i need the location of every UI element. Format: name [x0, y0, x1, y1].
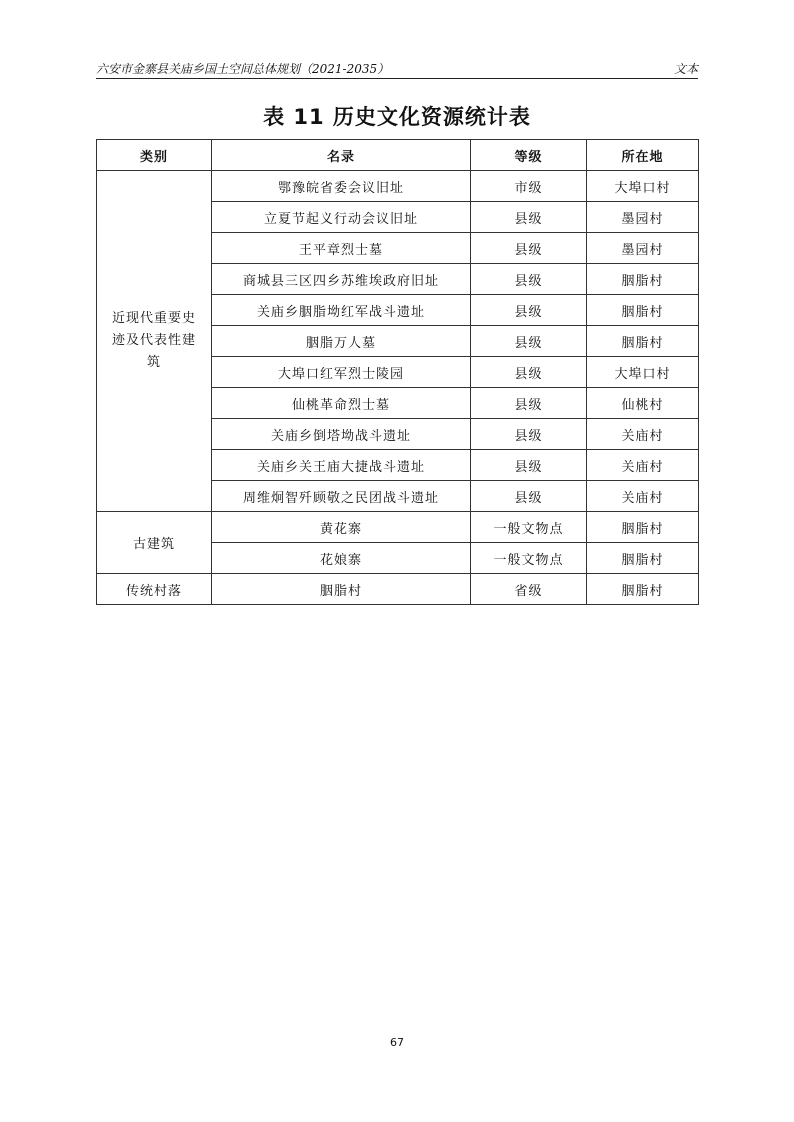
level-cell: 县级 — [471, 481, 587, 512]
name-cell: 黄花寨 — [212, 512, 471, 543]
name-cell: 大埠口红军烈士陵园 — [212, 357, 471, 388]
table-row — [97, 574, 699, 605]
table-row — [97, 171, 699, 202]
name-cell: 周维炯智歼顾敬之民团战斗遗址 — [212, 481, 471, 512]
location-cell: 胭脂村 — [587, 574, 699, 605]
name-cell: 关庙乡倒塔坳战斗遗址 — [212, 419, 471, 450]
location-cell: 仙桃村 — [587, 388, 699, 419]
level-cell: 县级 — [471, 357, 587, 388]
page-header — [96, 58, 698, 79]
section-label: 文本 — [673, 62, 698, 76]
level-cell: 省级 — [471, 574, 587, 605]
heritage-table — [96, 139, 699, 605]
level-cell: 县级 — [471, 450, 587, 481]
column-header-category: 类别 — [97, 140, 212, 171]
page-number: 67 — [390, 1036, 404, 1049]
location-cell: 胭脂村 — [587, 264, 699, 295]
name-cell: 花娘寨 — [212, 543, 471, 574]
category-cell: 古建筑 — [97, 512, 212, 574]
level-cell: 县级 — [471, 202, 587, 233]
column-header-level: 等级 — [471, 140, 587, 171]
location-cell: 墨园村 — [587, 233, 699, 264]
name-cell: 鄂豫皖省委会议旧址 — [212, 171, 471, 202]
location-cell: 墨园村 — [587, 202, 699, 233]
level-cell: 县级 — [471, 295, 587, 326]
name-cell: 关庙乡胭脂坳红军战斗遗址 — [212, 295, 471, 326]
category-cell: 传统村落 — [97, 574, 212, 605]
name-cell: 王平章烈士墓 — [212, 233, 471, 264]
name-cell: 商城县三区四乡苏维埃政府旧址 — [212, 264, 471, 295]
column-header-name: 名录 — [212, 140, 471, 171]
location-cell: 关庙村 — [587, 481, 699, 512]
level-cell: 市级 — [471, 171, 587, 202]
table-row — [97, 512, 699, 543]
location-cell: 胭脂村 — [587, 326, 699, 357]
name-cell: 胭脂万人墓 — [212, 326, 471, 357]
location-cell: 关庙村 — [587, 419, 699, 450]
name-cell: 仙桃革命烈士墓 — [212, 388, 471, 419]
level-cell: 一般文物点 — [471, 543, 587, 574]
level-cell: 一般文物点 — [471, 512, 587, 543]
location-cell: 关庙村 — [587, 450, 699, 481]
table-title: 表 11 历史文化资源统计表 — [263, 105, 531, 129]
level-cell: 县级 — [471, 419, 587, 450]
location-cell: 胭脂村 — [587, 512, 699, 543]
location-cell: 胭脂村 — [587, 543, 699, 574]
location-cell: 大埠口村 — [587, 357, 699, 388]
name-cell: 胭脂村 — [212, 574, 471, 605]
location-cell: 胭脂村 — [587, 295, 699, 326]
location-cell: 大埠口村 — [587, 171, 699, 202]
level-cell: 县级 — [471, 388, 587, 419]
category-cell: 近现代重要史迹及代表性建筑 — [97, 171, 212, 512]
name-cell: 关庙乡关王庙大捷战斗遗址 — [212, 450, 471, 481]
level-cell: 县级 — [471, 326, 587, 357]
document-title: 六安市金寨县关庙乡国土空间总体规划（2021-2035） — [96, 62, 390, 76]
name-cell: 立夏节起义行动会议旧址 — [212, 202, 471, 233]
column-header-location: 所在地 — [587, 140, 699, 171]
level-cell: 县级 — [471, 233, 587, 264]
level-cell: 县级 — [471, 264, 587, 295]
table-header-row — [97, 140, 699, 171]
